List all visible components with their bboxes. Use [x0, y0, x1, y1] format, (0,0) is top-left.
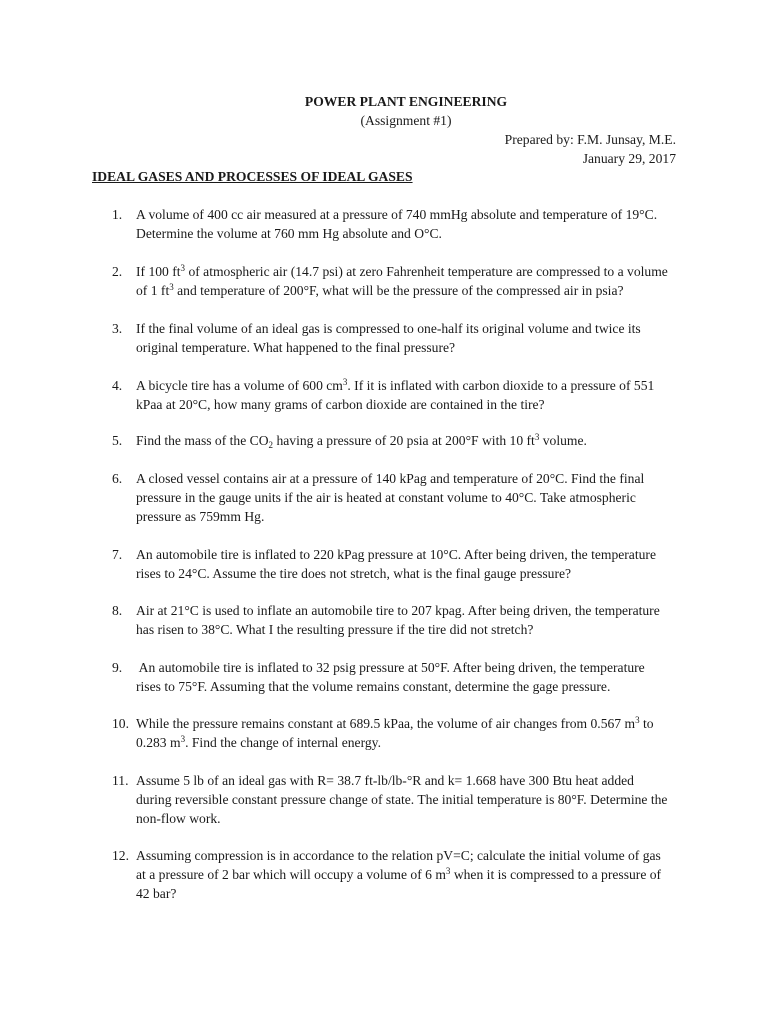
question-item — [112, 376, 684, 414]
assignment-number: (Assignment #1) — [360, 113, 452, 128]
question-text — [136, 545, 684, 583]
question-line: Assuming compression is in accordance to the relation pV=C; calculate the initial volume of gas — [136, 848, 661, 863]
question-item — [112, 469, 684, 526]
question-line: pressure as 759mm Hg. — [136, 509, 265, 524]
question-line: An automobile tire is inflated to 32 psig pressure at 50°F. After being driven, the temperature — [136, 660, 645, 675]
question-item — [112, 319, 684, 357]
question-text — [136, 658, 684, 696]
question-line: Air at 21°C is used to inflate an automobile tire to 207 kpag. After being driven, the temperature — [136, 603, 660, 618]
question-text — [136, 262, 684, 300]
question-item — [112, 205, 684, 243]
question-item — [112, 658, 684, 696]
question-text — [136, 431, 684, 450]
question-item — [112, 545, 684, 583]
question-line: Determine the volume at 760 mm Hg absolute and O°C. — [136, 226, 442, 241]
question-line: during reversible constant pressure change of state. The initial temperature is 80°F. Determine the — [136, 792, 668, 807]
question-line: 42 bar? — [136, 886, 177, 901]
question-number: 6. — [112, 471, 123, 486]
question-text — [136, 319, 684, 357]
question-number: 11. — [112, 773, 129, 788]
question-line: If the final volume of an ideal gas is compressed to one-half its original volume and twice its — [136, 321, 641, 336]
question-number: 9. — [112, 660, 123, 675]
prepared-by: Prepared by: F.M. Junsay, M.E. — [504, 132, 676, 147]
question-text — [136, 771, 684, 828]
question-number: 8. — [112, 603, 123, 618]
question-item — [112, 846, 684, 903]
question-item — [112, 431, 684, 450]
document-title: POWER PLANT ENGINEERING — [304, 94, 508, 109]
question-text — [136, 205, 684, 243]
question-text — [136, 846, 684, 903]
question-number: 5. — [112, 433, 123, 448]
question-line: A bicycle tire has a volume of 600 $cm^3$. If it is inflated with carbon dioxide to a pressure of 551 — [136, 377, 655, 393]
question-text — [136, 469, 684, 526]
question-line: rises to 24°C. Assume the tire does not stretch, what is the final gauge pressure? — [136, 566, 572, 581]
question-line: Assume 5 lb of an ideal gas with R= 38.7 ft-lb/lb-°R and k= 1.668 have 300 Btu heat added — [136, 773, 634, 788]
question-line: at a pressure of 2 bar which will occupy a volume of 6 $m^3$ when it is compressed to a pressure of — [136, 866, 662, 882]
question-line: A closed vessel contains air at a pressure of 140 kPag and temperature of 20°C. Find the final — [136, 471, 645, 486]
document-date: January 29, 2017 — [582, 151, 676, 166]
question-line: Find the mass of the $CO_2$ having a pressure of 20 psia at 200°F with 10 $ft^3$ volume. — [136, 432, 587, 450]
question-line: non-flow work. — [136, 811, 221, 826]
question-number: 12. — [112, 848, 129, 863]
question-item — [112, 771, 684, 828]
question-line: kPaa at 20°C, how many grams of carbon dioxide are contained in the tire? — [136, 397, 545, 412]
question-item — [112, 601, 684, 639]
question-text — [136, 376, 684, 414]
question-number: 7. — [112, 547, 123, 562]
question-number: 1. — [112, 207, 123, 222]
question-line: 0.283 $m^3$. Find the change of internal energy. — [136, 734, 381, 750]
question-line: While the pressure remains constant at 689.5 kPaa, the volume of air changes from 0.567 $m^3$ to — [136, 715, 654, 731]
question-line: A volume of 400 cc air measured at a pressure of 740 mmHg absolute and temperature of 19°C. — [136, 207, 658, 222]
question-line: rises to 75°F. Assuming that the volume remains constant, determine the gage pressure. — [136, 679, 611, 694]
question-line: has risen to 38°C. What I the resulting pressure if the tire did not stretch? — [136, 622, 534, 637]
question-number: 4. — [112, 378, 123, 393]
question-line: If 100 $ft^3$ of atmospheric air (14.7 psi) at zero Fahrenheit temperature are compressed to a volume — [136, 263, 668, 279]
question-item — [112, 262, 684, 300]
question-line: An automobile tire is inflated to 220 kPag pressure at 10°C. After being driven, the temperature — [136, 547, 656, 562]
question-line: pressure in the gauge units if the air is heated at constant volume to 40°C. Take atmospheric — [136, 490, 636, 505]
question-line: original temperature. What happened to the final pressure? — [136, 340, 456, 355]
question-number: 3. — [112, 321, 123, 336]
question-line: of 1 $ft^3$ and temperature of 200°F, what will be the pressure of the compressed air in psia? — [136, 282, 624, 298]
question-item — [112, 714, 684, 752]
question-text — [136, 714, 684, 752]
question-number: 10. — [112, 716, 129, 731]
question-text — [136, 601, 684, 639]
section-title: IDEAL GASES AND PROCESSES OF IDEAL GASES — [92, 169, 413, 184]
question-number: 2. — [112, 264, 123, 279]
